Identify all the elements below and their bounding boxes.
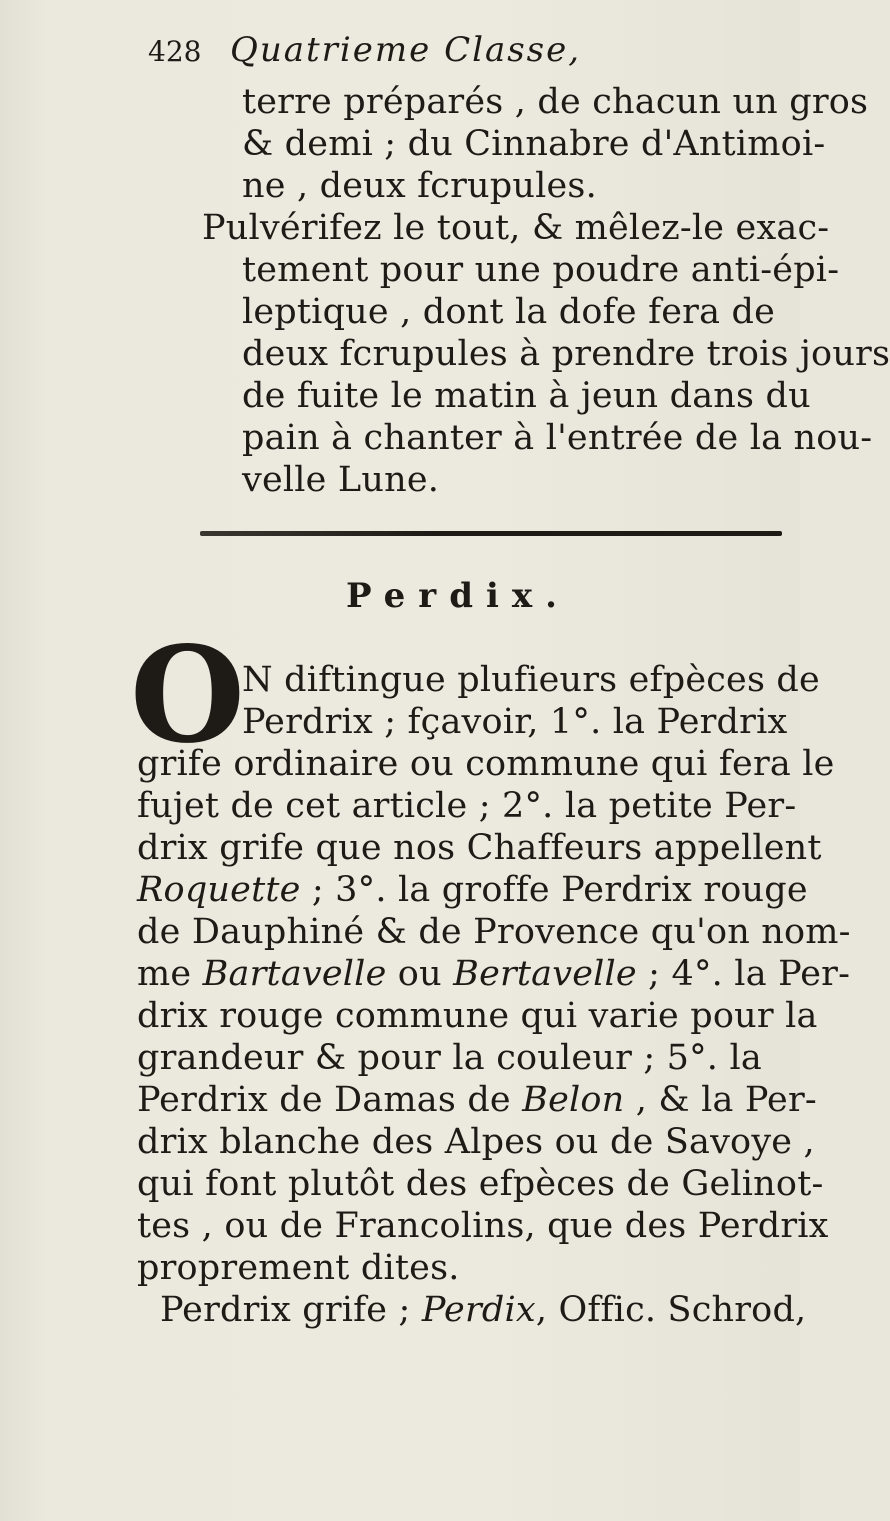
text-line: deux fcrupules à prendre trois jours xyxy=(242,334,890,374)
text-line xyxy=(137,1248,460,1288)
text-line: tement pour une poudre anti-épi- xyxy=(242,250,840,290)
text-span: drix blanche des Alpes ou de Savoye , xyxy=(137,1122,815,1162)
text-line xyxy=(137,870,808,910)
text-line xyxy=(137,744,835,784)
text-span: tes , ou de Francolins, que des Perdrix xyxy=(137,1206,829,1246)
text-line: ne , deux fcrupules. xyxy=(242,166,597,206)
text-line xyxy=(137,828,822,868)
text-span: ; 3°. la groffe Perdrix rouge xyxy=(300,870,808,910)
section-title: Perdix. xyxy=(346,576,570,616)
text-span: fujet de cet article ; 2°. la petite Per- xyxy=(137,786,797,826)
text-line xyxy=(137,1164,824,1204)
drop-cap: O xyxy=(130,618,245,773)
text-span: qui font plutôt des efpèces de Gelinot- xyxy=(137,1164,824,1204)
text-line: de fuite le matin à jeun dans du xyxy=(242,376,811,416)
text-span: N diftingue plufieurs efpèces de xyxy=(242,660,820,700)
text-span: , Offic. Schrod, xyxy=(535,1290,807,1330)
text-span: me xyxy=(137,954,203,994)
text-line: terre préparés , de chacun un gros xyxy=(242,82,869,122)
italic-text: Roquette xyxy=(137,870,301,910)
text-span: Perdrix de Damas de xyxy=(137,1080,523,1120)
text-line: & demi ; du Cinnabre d'Antimoi- xyxy=(242,124,826,164)
section-divider xyxy=(200,531,782,536)
text-line xyxy=(137,996,818,1036)
italic-text: Bertavelle xyxy=(453,954,637,994)
text-line xyxy=(137,1206,829,1246)
text-span: drix grife que nos Chaffeurs appellent xyxy=(137,828,822,868)
text-line xyxy=(137,1038,762,1078)
text-span: grandeur & pour la couleur ; 5°. la xyxy=(137,1038,762,1078)
running-title: Quatrieme Classe, xyxy=(229,30,582,70)
text-span: proprement dites. xyxy=(137,1248,460,1288)
text-span: grife ordinaire ou commune qui fera le xyxy=(137,744,835,784)
running-header xyxy=(148,30,581,70)
text-span: ou xyxy=(386,954,454,994)
italic-text: Belon xyxy=(522,1080,625,1120)
text-line: leptique , dont la dofe fera de xyxy=(242,292,775,332)
text-line: velle Lune. xyxy=(242,460,440,500)
text-line xyxy=(137,786,796,826)
italic-text: Perdix xyxy=(421,1290,536,1330)
text-line xyxy=(137,912,851,952)
text-line xyxy=(242,702,787,742)
text-span: Perdrix grife ; xyxy=(160,1290,422,1330)
page-number: 428 xyxy=(148,35,202,68)
text-line xyxy=(137,954,850,994)
text-span: Perdrix ; fçavoir, 1°. la Perdrix xyxy=(242,702,788,742)
text-span: de Dauphiné & de Provence qu'on nom- xyxy=(137,912,851,952)
text-line xyxy=(242,660,820,700)
text-span: , & la Per- xyxy=(624,1080,817,1120)
text-line xyxy=(160,1290,806,1330)
text-line: Pulvérifez le tout, & mêlez-le exac- xyxy=(202,208,830,248)
text-span: drix rouge commune qui varie pour la xyxy=(137,996,818,1036)
text-line xyxy=(137,1122,815,1162)
text-line: pain à chanter à l'entrée de la nou- xyxy=(242,418,873,458)
text-line xyxy=(137,1080,817,1120)
text-span: ; 4°. la Per- xyxy=(636,954,851,994)
italic-text: Bartavelle xyxy=(202,954,387,994)
